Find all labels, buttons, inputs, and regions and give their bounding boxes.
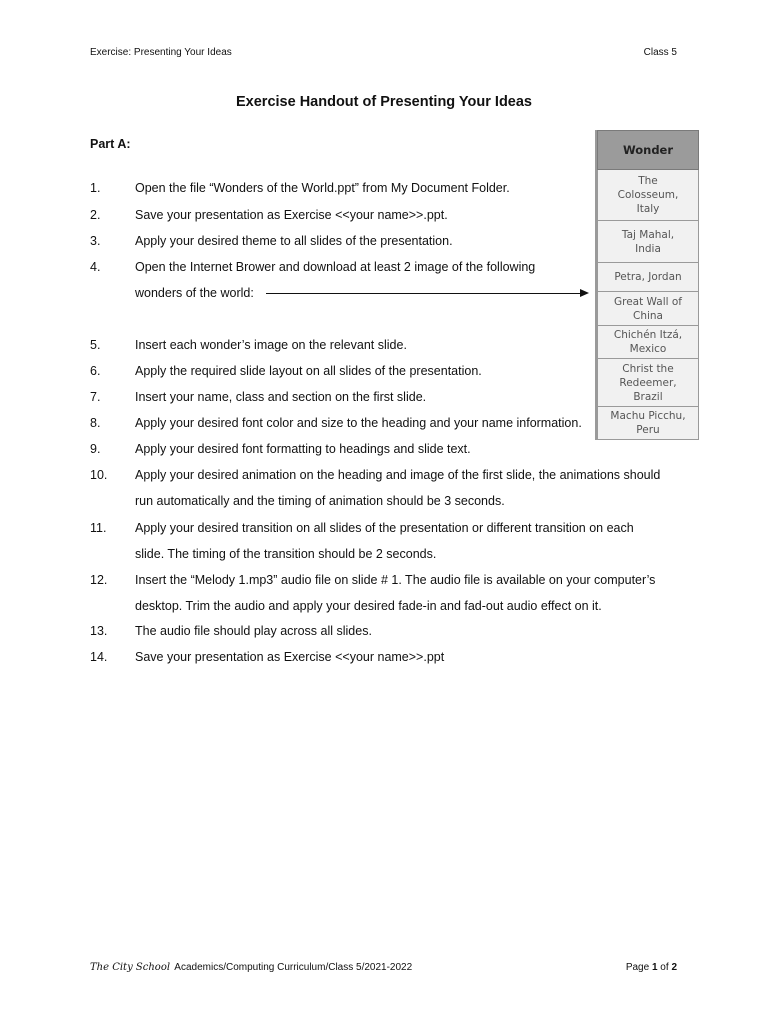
wonder-cell xyxy=(598,407,699,440)
part-label: Part A: xyxy=(90,137,131,151)
table-row xyxy=(598,326,699,359)
instruction-item xyxy=(90,644,690,670)
instruction-line: Insert each wonder’s image on the relevant slide. xyxy=(135,338,407,352)
running-header-right: Class 5 xyxy=(643,47,677,58)
instruction-line: Insert the “Melody 1.mp3” audio file on slide # 1. The audio file is available on your computer’s xyxy=(135,573,656,587)
wonder-cell xyxy=(598,326,699,359)
instruction-item xyxy=(90,515,690,567)
wonder-name-line: Colosseum, xyxy=(617,189,679,201)
instruction-item xyxy=(90,462,690,514)
running-header-left: Exercise: Presenting Your Ideas xyxy=(90,47,232,58)
wonder-cell xyxy=(598,292,699,326)
instruction-line: Save your presentation as Exercise <<your name>>.ppt xyxy=(135,650,445,664)
wonder-cell xyxy=(598,221,699,263)
instruction-line: Open the Internet Brower and download at least 2 image of the following xyxy=(135,260,536,274)
page-number: Page 1 of 2 xyxy=(625,962,677,973)
instruction-number: 14. xyxy=(90,650,108,664)
wonder-name-line: Taj Mahal, xyxy=(621,228,675,241)
table-row xyxy=(598,292,699,326)
footer-path: Academics/Computing Curriculum/Class 5/2021-2022 xyxy=(174,962,413,973)
instruction-number: 3. xyxy=(90,234,101,248)
instruction-line: Save your presentation as Exercise <<your name>>.ppt. xyxy=(135,208,448,222)
page-title: Exercise Handout of Presenting Your Ideas xyxy=(236,94,532,110)
wonder-cell xyxy=(598,263,699,292)
arrow-line xyxy=(266,293,584,294)
instruction-text xyxy=(135,644,690,670)
instruction-text xyxy=(135,618,690,644)
wonder-name-line: Peru xyxy=(636,424,660,436)
instruction-number: 4. xyxy=(90,260,101,274)
instruction-line: desktop. Trim the audio and apply your desired fade-in and fad-out audio effect on it. xyxy=(135,599,602,613)
instruction-number: 2. xyxy=(90,208,101,222)
instruction-line: Open the file “Wonders of the World.ppt” from My Document Folder. xyxy=(135,181,510,195)
instruction-number: 12. xyxy=(90,573,108,587)
instruction-text xyxy=(135,515,690,567)
table-row xyxy=(598,263,699,292)
wonder-name-line: Mexico xyxy=(629,343,667,355)
wonder-name-line: China xyxy=(633,309,663,322)
instruction-line: Apply your desired font formatting to headings and slide text. xyxy=(135,442,471,456)
wonder-name-line: Redeemer, xyxy=(619,376,677,389)
instruction-line: Apply your desired font color and size to the heading and your name information. xyxy=(135,416,582,430)
wonders-table xyxy=(597,130,699,440)
wonder-name-line: Machu Picchu, xyxy=(610,410,686,422)
instruction-line: run automatically and the timing of animation should be 3 seconds. xyxy=(135,494,505,508)
instruction-number: 6. xyxy=(90,364,101,378)
wonder-name-line: Brazil xyxy=(633,390,663,403)
wonder-name-line: Italy xyxy=(636,203,660,215)
instruction-line: slide. The timing of the transition should be 2 seconds. xyxy=(135,547,437,561)
instruction-line: Apply the required slide layout on all slides of the presentation. xyxy=(135,364,482,378)
instruction-number: 11. xyxy=(90,521,107,535)
arrow-head-icon xyxy=(580,289,589,297)
instruction-number: 9. xyxy=(90,442,101,456)
instruction-number: 8. xyxy=(90,416,101,430)
wonder-cell xyxy=(598,359,699,407)
wonder-name-line: Christ the xyxy=(622,362,674,375)
table-row xyxy=(598,170,699,221)
instruction-number: 7. xyxy=(90,390,101,404)
instruction-item xyxy=(90,567,690,619)
wonders-table-header: Wonder xyxy=(598,131,699,170)
instruction-number: 1. xyxy=(90,181,101,195)
instruction-number: 10. xyxy=(90,468,108,482)
instruction-line: wonders of the world: xyxy=(135,286,254,300)
school-name: The City School xyxy=(90,962,171,973)
wonder-name-line: Petra, Jordan xyxy=(614,271,682,283)
instruction-text xyxy=(135,567,690,619)
footer-left xyxy=(90,962,412,973)
instruction-number: 5. xyxy=(90,338,101,352)
instruction-line: Apply your desired animation on the heading and image of the first slide, the animations should xyxy=(135,468,661,482)
wonder-name-line: India xyxy=(635,242,661,255)
wonder-cell xyxy=(598,170,699,221)
instruction-text xyxy=(135,462,690,514)
table-row xyxy=(598,221,699,263)
instruction-item xyxy=(90,618,690,644)
wonder-name-line: Chichén Itzá, xyxy=(613,329,683,341)
wonder-name-line: Great Wall of xyxy=(613,295,682,308)
table-row xyxy=(598,359,699,407)
table-row xyxy=(598,407,699,440)
instruction-line: The audio file should play across all slides. xyxy=(135,624,372,638)
instruction-line: Apply your desired theme to all slides of the presentation. xyxy=(135,234,453,248)
instruction-line: Insert your name, class and section on the first slide. xyxy=(135,390,427,404)
wonder-name-line: The xyxy=(638,175,658,187)
instruction-number: 13. xyxy=(90,624,108,638)
instruction-line: Apply your desired transition on all slides of the presentation or different transition on each xyxy=(135,521,634,535)
